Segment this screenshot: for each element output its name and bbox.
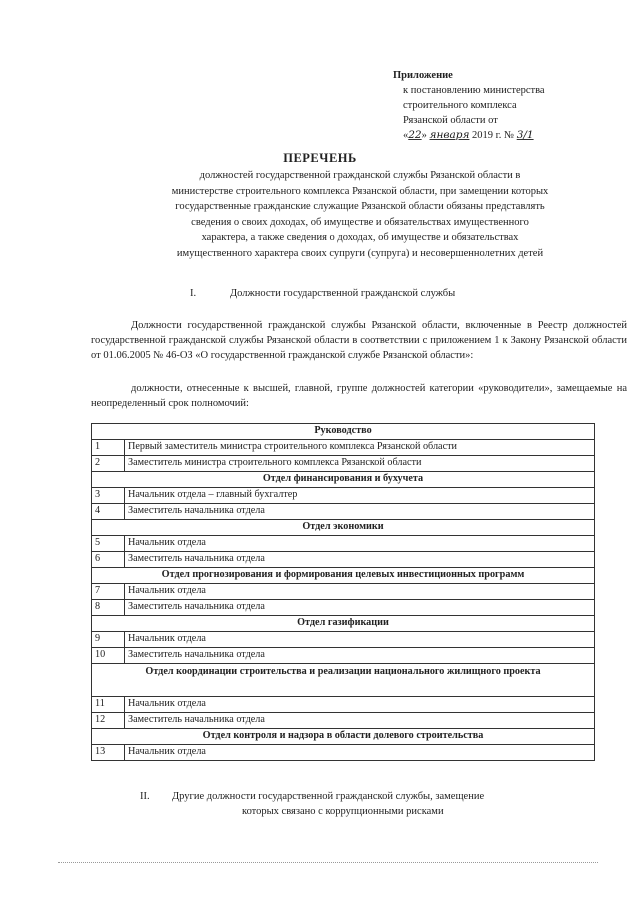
page-bottom-divider <box>58 862 598 863</box>
paragraph-2 <box>91 381 627 411</box>
group-header: Отдел контроля и надзора в области долевого строительства <box>92 729 595 745</box>
table-row <box>92 456 595 472</box>
row-number: 3 <box>92 488 125 504</box>
subtitle-line: должностей государственной гражданской службы Рязанской области в <box>199 170 521 181</box>
subtitle-line: имущественного характера своих супруги (супруга) и несовершеннолетних детей <box>176 247 544 259</box>
position-title: Заместитель начальника отдела <box>125 713 595 729</box>
group-header: Отдел финансирования и бухучета <box>92 472 595 488</box>
section-2-number: II. <box>140 791 150 802</box>
row-number: 12 <box>92 713 125 729</box>
section-1-heading <box>190 286 455 301</box>
section-1-title: Должности государственной гражданской службы <box>230 288 456 299</box>
position-title: Начальник отдела <box>125 697 595 713</box>
group-header: Отдел экономики <box>92 520 595 536</box>
date-year: 2019 г. № <box>472 130 515 141</box>
table-row <box>92 488 595 504</box>
appendix-line-1: к постановлению министерства <box>403 85 545 96</box>
group-header-row <box>92 520 595 536</box>
row-number: 2 <box>92 456 125 472</box>
table-row <box>92 632 595 648</box>
table-row <box>92 648 595 664</box>
table-row <box>92 536 595 552</box>
group-header: Отдел газификации <box>92 616 595 632</box>
date-open-quote: « <box>403 130 409 141</box>
row-number: 5 <box>92 536 125 552</box>
paragraph-1 <box>91 318 627 363</box>
group-header: Отдел координации строительства и реализации национального жилищного проекта <box>92 664 595 697</box>
row-number: 6 <box>92 552 125 568</box>
position-title: Начальник отдела – главный бухгалтер <box>125 488 595 504</box>
subtitle-line: министерстве строительного комплекса Рязанской области, при замещении которых <box>171 185 549 197</box>
row-number: 8 <box>92 600 125 616</box>
group-header-row <box>92 424 595 440</box>
group-header-row <box>92 472 595 488</box>
row-number: 11 <box>92 697 125 713</box>
table-row <box>92 600 595 616</box>
subtitle-line: сведения о своих доходах, об имуществе и обязательствах имущественного <box>191 216 529 228</box>
section-2-line-2: которых связано с коррупционными рисками <box>242 806 444 817</box>
document-subtitle <box>90 168 630 261</box>
table-row <box>92 697 595 713</box>
document-title: ПЕРЕЧЕНЬ <box>283 151 357 165</box>
group-header-row <box>92 568 595 584</box>
group-header-row <box>92 729 595 745</box>
group-header: Отдел прогнозирования и формирования целевых инвестиционных программ <box>92 568 595 584</box>
position-title: Начальник отдела <box>125 536 595 552</box>
table-row <box>92 552 595 568</box>
position-title: Заместитель начальника отдела <box>125 648 595 664</box>
row-number: 10 <box>92 648 125 664</box>
date-day: 22 <box>408 129 422 141</box>
position-title: Начальник отдела <box>125 632 595 648</box>
position-title: Заместитель начальника отдела <box>125 504 595 520</box>
document-number: 3/1 <box>516 129 534 141</box>
table-row <box>92 504 595 520</box>
subtitle-line: государственные гражданские служащие Рязанской области обязаны представлять <box>175 201 545 212</box>
appendix-label: Приложение <box>393 70 453 81</box>
position-title: Заместитель начальника отдела <box>125 600 595 616</box>
row-number: 7 <box>92 584 125 600</box>
paragraph-2-text: должности, отнесенные к высшей, главной, группе должностей категории «руководители», замещаемые на неопределенный срок полномочий: <box>91 383 627 409</box>
table-row <box>92 745 595 761</box>
row-number: 4 <box>92 504 125 520</box>
position-title: Заместитель начальника отдела <box>125 552 595 568</box>
position-title: Первый заместитель министра строительного комплекса Рязанской области <box>125 440 595 456</box>
section-1-number: I. <box>190 288 197 299</box>
section-2-line-1: Другие должности государственной гражданской службы, замещение <box>172 791 485 802</box>
row-number: 1 <box>92 440 125 456</box>
group-header-row <box>92 664 595 697</box>
date-close-quote: » <box>421 130 427 141</box>
position-title: Начальник отдела <box>125 584 595 600</box>
position-title: Начальник отдела <box>125 745 595 761</box>
table-row <box>92 713 595 729</box>
appendix-date-line <box>393 128 545 143</box>
positions-table-body <box>92 424 595 761</box>
subtitle-line: характера, а также сведения о доходах, об имуществе и обязательствах <box>201 232 519 243</box>
group-header: Руководство <box>92 424 595 440</box>
group-header-row <box>92 616 595 632</box>
table-row <box>92 584 595 600</box>
appendix-block <box>393 68 545 143</box>
positions-table <box>91 423 595 761</box>
row-number: 9 <box>92 632 125 648</box>
table-row <box>92 440 595 456</box>
date-month: января <box>429 129 470 141</box>
appendix-line-3: Рязанской области от <box>403 115 498 126</box>
appendix-line-2: строительного комплекса <box>403 100 517 111</box>
section-2-heading <box>140 789 610 819</box>
position-title: Заместитель министра строительного комплекса Рязанской области <box>125 456 595 472</box>
row-number: 13 <box>92 745 125 761</box>
paragraph-1-text: Должности государственной гражданской службы Рязанской области, включенные в Реестр должностей государственной гражданской службы Рязанской области в соответствии с приложением 1 к Закону Рязанской области от 01.06.2005 № 46-ОЗ «О государственной гражданской службе Рязанской области»: <box>91 320 627 361</box>
